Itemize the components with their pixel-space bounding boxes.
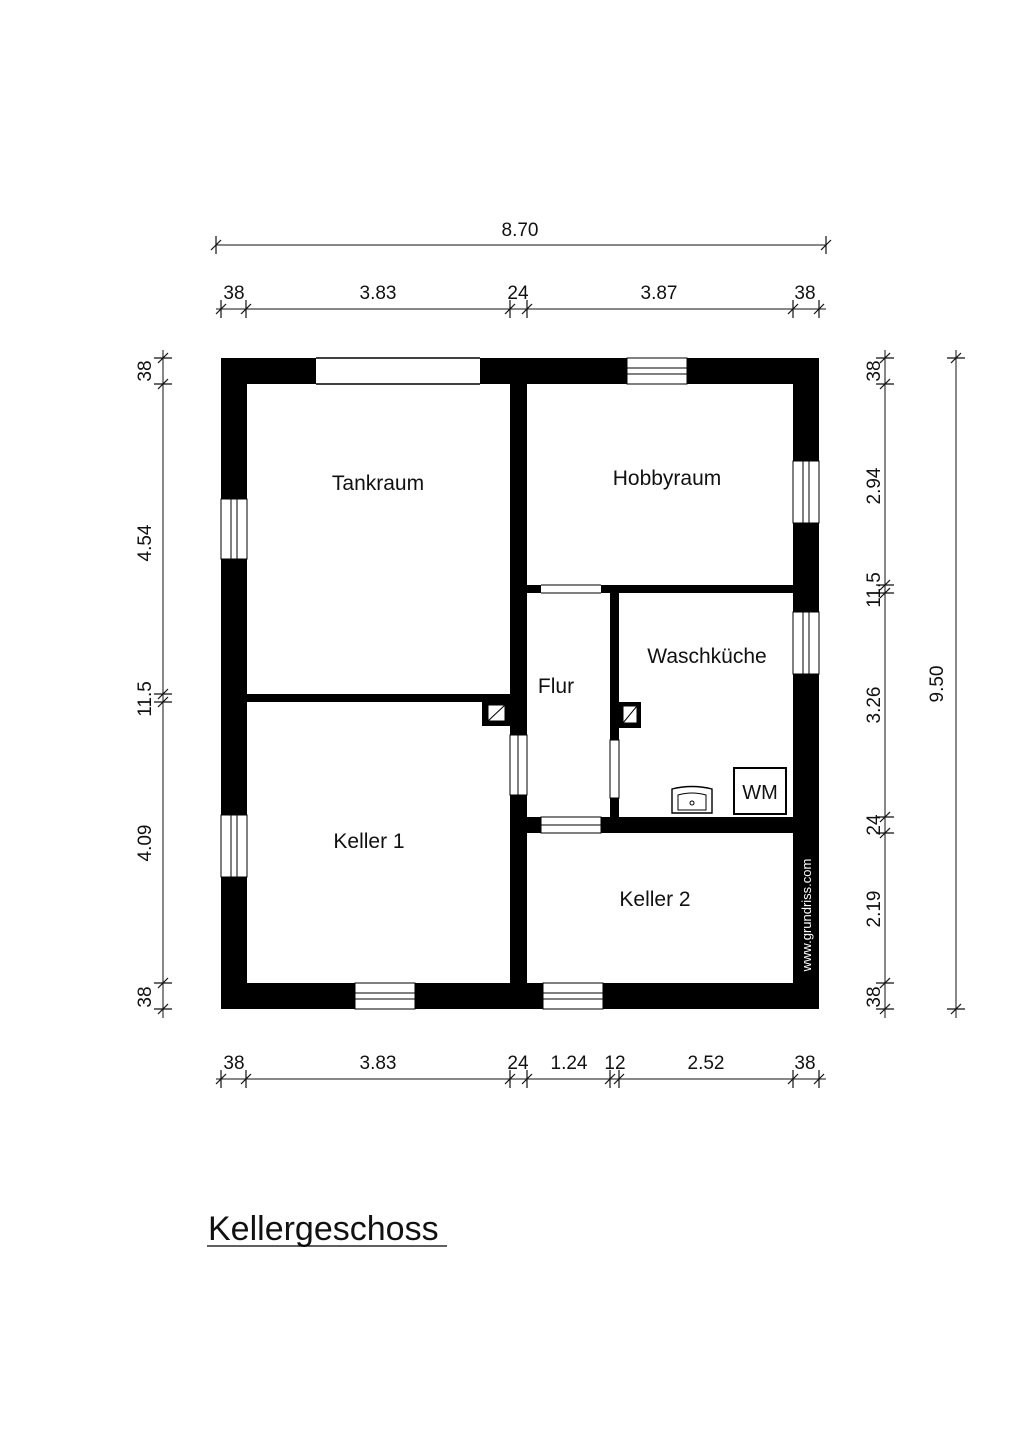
room-label-flur: Flur xyxy=(537,675,575,698)
room-label-hobbyraum: Hobbyraum xyxy=(612,467,722,490)
floor-title: Kellergeschoss xyxy=(208,1210,439,1248)
window-hobbyraum-top xyxy=(627,358,687,384)
wall-top xyxy=(221,358,819,384)
room-label-keller2: Keller 2 xyxy=(619,888,691,911)
window-waschkueche-right xyxy=(793,612,819,674)
dim-right-7: 38 xyxy=(864,986,885,1008)
dim-bottom-7: 38 xyxy=(794,1053,816,1074)
washing-machine-label: WM xyxy=(742,782,778,804)
window-hobbyraum-right xyxy=(793,461,819,523)
dim-top-5: 38 xyxy=(794,283,816,304)
dim-bottom-1: 38 xyxy=(223,1053,245,1074)
dim-bottom-6: 2.52 xyxy=(687,1053,725,1074)
window-keller1-bottom xyxy=(355,983,415,1009)
dim-left-5: 38 xyxy=(135,986,156,1008)
dim-right-total: 9.50 xyxy=(927,665,948,703)
dim-right-2: 2.94 xyxy=(864,467,885,505)
dim-bottom-4: 1.24 xyxy=(550,1053,588,1074)
room-label-tankraum: Tankraum xyxy=(331,472,425,495)
wall-central xyxy=(510,384,527,983)
dim-top-4: 3.87 xyxy=(640,283,678,304)
dim-right-1: 38 xyxy=(864,360,885,382)
washbasin-icon xyxy=(672,787,712,814)
wall-bottom xyxy=(221,983,819,1009)
window-tankraum-top xyxy=(316,358,480,384)
dim-top-1: 38 xyxy=(223,283,245,304)
wall-keller1-tankraum xyxy=(247,694,510,702)
window-keller1-left xyxy=(221,815,247,877)
walls xyxy=(221,358,819,1009)
dim-right-6: 2.19 xyxy=(864,890,885,928)
washing-machine-icon xyxy=(734,768,786,814)
dim-right-3: 11.5 xyxy=(864,572,885,608)
dim-top-2: 3.83 xyxy=(359,283,397,304)
window-tankraum-left xyxy=(221,499,247,559)
opening-flur-keller2 xyxy=(541,817,601,833)
dim-left-1: 38 xyxy=(135,360,156,382)
shaft-icon-right xyxy=(619,702,641,728)
room-labels xyxy=(332,467,767,911)
opening-hobby-flur xyxy=(541,585,601,593)
dim-left-2: 4.54 xyxy=(135,524,156,562)
dim-bottom-5: 12 xyxy=(604,1053,626,1074)
dim-left-4: 4.09 xyxy=(135,824,156,862)
credit-watermark: www.grundriss.com xyxy=(799,858,814,972)
dim-bottom-2: 3.83 xyxy=(359,1053,397,1074)
opening-flur-keller1 xyxy=(510,735,527,795)
wall-left xyxy=(221,358,247,1009)
dimension-labels xyxy=(135,220,948,1074)
opening-flur-wasch xyxy=(610,740,619,798)
room-label-waschkueche: Waschküche xyxy=(647,645,767,668)
dim-bottom-3: 24 xyxy=(507,1053,529,1074)
dim-top-3: 24 xyxy=(507,283,529,304)
room-label-keller1: Keller 1 xyxy=(333,830,405,853)
fixtures xyxy=(672,768,786,814)
dim-right-4: 3.26 xyxy=(864,686,885,724)
dim-left-3: 11.5 xyxy=(135,681,156,717)
window-keller2-bottom xyxy=(543,983,603,1009)
shaft-icon-left xyxy=(482,700,510,726)
dim-right-5: 24 xyxy=(864,814,885,836)
dim-top-total: 8.70 xyxy=(501,220,539,241)
